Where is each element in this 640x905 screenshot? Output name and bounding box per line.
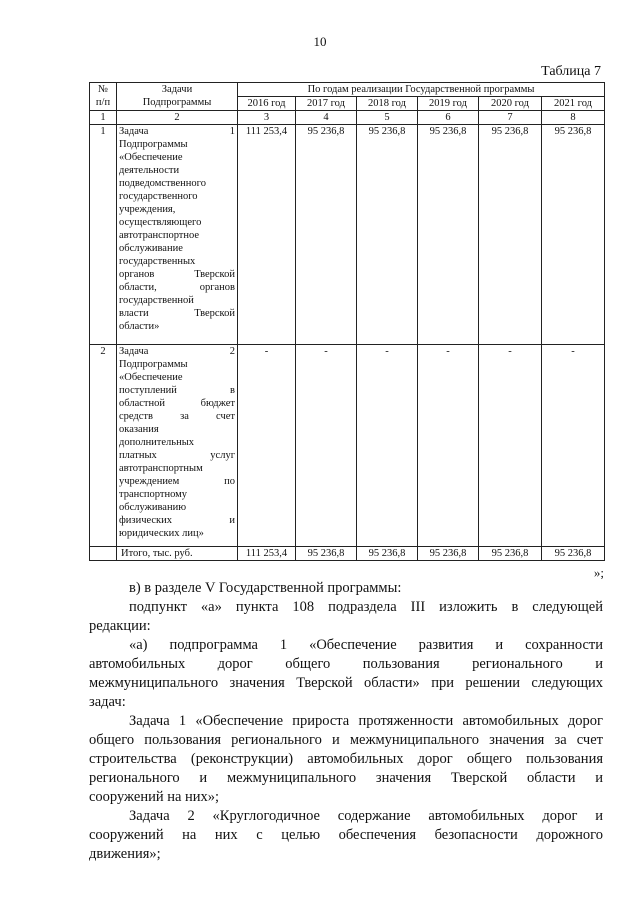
table-row (90, 125, 605, 345)
task-line: дополнительных (119, 437, 195, 448)
task-line: области» (119, 321, 160, 332)
total-empty-cell (90, 547, 117, 561)
total-label: Итого, тыс. руб. (117, 547, 238, 561)
text-line: общего пользования регионального и межмуниципального значения за счет (89, 732, 603, 748)
text-line: автомобильных дорог общего пользования регионального и (89, 656, 603, 672)
text-line: Задача 1 «Обеспечение прироста протяженности автомобильных дорог (129, 713, 603, 729)
total-value: 95 236,8 (542, 547, 605, 561)
value-cell: 95 236,8 (296, 125, 357, 345)
task-line: платных услуг (119, 450, 235, 461)
task-line: поступлений в (119, 385, 235, 396)
value-cell: - (479, 345, 542, 547)
task-description (117, 345, 238, 547)
text-line: строительства (реконструкции) автомобильных дорог общего пользования (89, 751, 603, 767)
value-cell: - (357, 345, 418, 547)
text-line: Задача 2 «Круглогодичное содержание автомобильных дорог и (129, 808, 603, 824)
header-num-line-2: п/п (95, 97, 111, 108)
table-header-row-1 (90, 83, 605, 97)
task-line: государственного (119, 191, 198, 202)
table-total-row (90, 547, 605, 561)
task-line: «Обеспечение (119, 152, 183, 163)
task-line: юридических лиц» (119, 528, 204, 539)
closing-quote: »; (593, 565, 604, 580)
task-line: «Обеспечение (119, 372, 183, 383)
paragraph-section-v (89, 579, 603, 598)
task-line: областной бюджет (119, 398, 235, 409)
text-line: сооружений на них»; (89, 789, 220, 805)
text-line: «а) подпрограмма 1 «Обеспечение развития и сохранности (129, 637, 603, 653)
task-line: учреждением по (119, 476, 235, 487)
total-value: 95 236,8 (479, 547, 542, 561)
value-cell: - (238, 345, 296, 547)
task-line: деятельности (119, 165, 180, 176)
task-line: обслуживание (119, 243, 183, 254)
paragraph-task-2 (89, 807, 603, 864)
task-line: автотранспортным (119, 463, 203, 474)
task-line: Задача 2 (119, 346, 235, 357)
text-line: межмуниципального значения Тверской области» при решении следующих (89, 675, 603, 691)
paragraph-task-1 (89, 712, 603, 807)
text-line: движения»; (89, 846, 161, 862)
header-year-2019: 2019 год (418, 97, 479, 111)
header-tasks-line-1: Задачи (161, 84, 193, 95)
total-value: 95 236,8 (296, 547, 357, 561)
task-line: государственной (119, 295, 194, 306)
value-cell: 95 236,8 (418, 125, 479, 345)
task-line: средств за счет (119, 411, 235, 422)
value-cell: - (542, 345, 605, 547)
col-number: 2 (117, 111, 238, 125)
task-line: физических и (119, 515, 235, 526)
row-number: 1 (90, 125, 117, 345)
total-value: 111 253,4 (238, 547, 296, 561)
task-line: обслуживанию (119, 502, 187, 513)
task-line: Задача 1 (119, 126, 235, 137)
col-number: 4 (296, 111, 357, 125)
task-line: Подпрограммы (119, 359, 188, 370)
header-year-2021: 2021 год (542, 97, 605, 111)
header-year-2020: 2020 год (479, 97, 542, 111)
col-number: 1 (90, 111, 117, 125)
header-num-cell (90, 83, 117, 111)
header-years-group: По годам реализации Государственной программы (238, 83, 605, 97)
col-number: 6 (418, 111, 479, 125)
task-line: транспортному (119, 489, 188, 500)
col-number: 3 (238, 111, 296, 125)
header-year-2018: 2018 год (357, 97, 418, 111)
text-line: регионального и межмуниципального значения Тверской области и (89, 770, 603, 786)
task-line: автотранспортное (119, 230, 200, 241)
task-line: Подпрограммы (119, 139, 188, 150)
col-number: 8 (542, 111, 605, 125)
task-line: органов Тверской (119, 269, 235, 280)
column-number-row (90, 111, 605, 125)
task-line: учреждения, (119, 204, 176, 215)
task-line: государственных (119, 256, 196, 267)
value-cell: 95 236,8 (542, 125, 605, 345)
col-number: 5 (357, 111, 418, 125)
value-cell: 95 236,8 (357, 125, 418, 345)
header-tasks-cell (117, 83, 238, 111)
paragraph-subprogram-1 (89, 636, 603, 712)
text-line: редакции: (89, 618, 151, 634)
col-number: 7 (479, 111, 542, 125)
text-line: сооружений на них с целью обеспечения безопасности дорожного (89, 827, 603, 843)
task-line: власти Тверской (119, 308, 235, 319)
total-value: 95 236,8 (418, 547, 479, 561)
row-number: 2 (90, 345, 117, 547)
value-cell: - (296, 345, 357, 547)
header-year-2017: 2017 год (296, 97, 357, 111)
text-line: задач: (89, 694, 126, 710)
table-caption: Таблица 7 (541, 64, 601, 79)
body-text (89, 579, 603, 864)
total-value: 95 236,8 (357, 547, 418, 561)
page-number: 10 (313, 34, 327, 49)
text-line: подпункт «а» пункта 108 подраздела III изложить в следующей (129, 599, 603, 615)
value-cell: 111 253,4 (238, 125, 296, 345)
header-year-2016: 2016 год (238, 97, 296, 111)
header-tasks-line-2: Подпрограммы (142, 97, 212, 108)
task-description (117, 125, 238, 345)
header-num-line-1: № (97, 84, 109, 95)
value-cell: - (418, 345, 479, 547)
table-row (90, 345, 605, 547)
task-line: оказания (119, 424, 159, 435)
task-line: области, органов (119, 282, 235, 293)
text-line: в) в разделе V Государственной программы: (129, 580, 402, 596)
value-cell: 95 236,8 (479, 125, 542, 345)
program-table (89, 82, 605, 561)
paragraph-subitem-a (89, 598, 603, 636)
task-line: осуществляющего (119, 217, 202, 228)
task-line: подведомственного (119, 178, 206, 189)
